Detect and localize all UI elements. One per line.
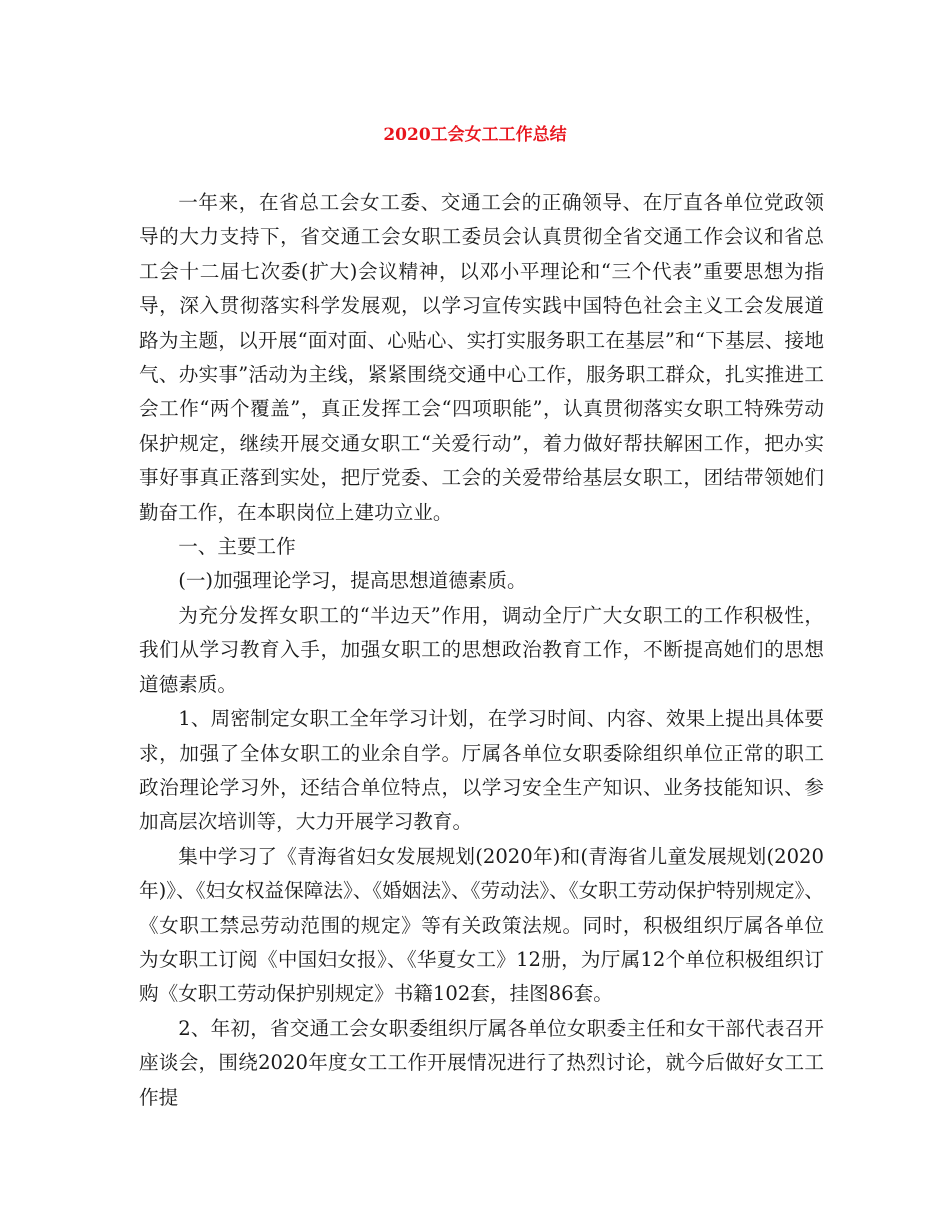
document-body <box>139 186 824 1115</box>
paragraph: 集中学习了《青海省妇女发展规划(2020年)和(青海省儿童发展规划(2020年)》、《妇女权益保障法》、《婚姻法》、《劳动法》、《女职工劳动保护特别规定》、《女职工禁忌劳动范围的规定》等有关政策法规。同时，积极组织厅属各单位为女职工订阅《中国妇女报》、《华夏女工》12册，为厅属12个单位积极组织订购《女职工劳动保护别规定》书籍102套，挂图86套。 <box>139 844 824 1006</box>
paragraph: 2、年初，省交通工会女职委组织厅属各单位女职委主任和女干部代表召开座谈会，围绕2020年度女工工作开展情况进行了热烈讨论，就今后做好女工工作提 <box>139 1016 824 1109</box>
subsection-heading: (一)加强理论学习，提高思想道德素质。 <box>178 569 527 593</box>
paragraph: 1、周密制定女职工全年学习计划，在学习时间、内容、效果上提出具体要求，加强了全体女职工的业余自学。厅属各单位女职委除组织单位正常的职工政治理论学习外，还结合单位特点，以学习安全生产知识、业务技能知识、参加高层次培训等，大力开展学习教育。 <box>139 707 824 834</box>
paragraph: 为充分发挥女职工的“半边天”作用，调动全厅广大女职工的工作积极性，我们从学习教育入手，加强女职工的思想政治教育工作，不断提高她们的思想道德素质。 <box>139 603 824 696</box>
section-heading: 一、主要工作 <box>178 535 296 559</box>
document-title: 2020工会女工工作总结 <box>383 125 567 145</box>
paragraph-intro: 一年来，在省总工会女工委、交通工会的正确领导、在厅直各单位党政领导的大力支持下，省交通工会女职工委员会认真贯彻全省交通工作会议和省总工会十二届七次委(扩大)会议精神，以邓小平理论和“三个代表”重要思想为指导，深入贯彻落实科学发展观，以学习宣传实践中国特色社会主义工会发展道路为主题，以开展“面对面、心贴心、实打实服务职工在基层”和“下基层、接地气、办实事”活动为主线，紧紧围绕交通中心工作，服务职工群众，扎实推进工会工作“两个覆盖”，真正发挥工会“四项职能”，认真贯彻落实女职工特殊劳动保护规定，继续开展交通女职工“关爱行动”，着力做好帮扶解困工作，把办实事好事真正落到实处，把厅党委、工会的关爱带给基层女职工，团结带领她们勤奋工作，在本职岗位上建功立业。 <box>139 191 824 524</box>
